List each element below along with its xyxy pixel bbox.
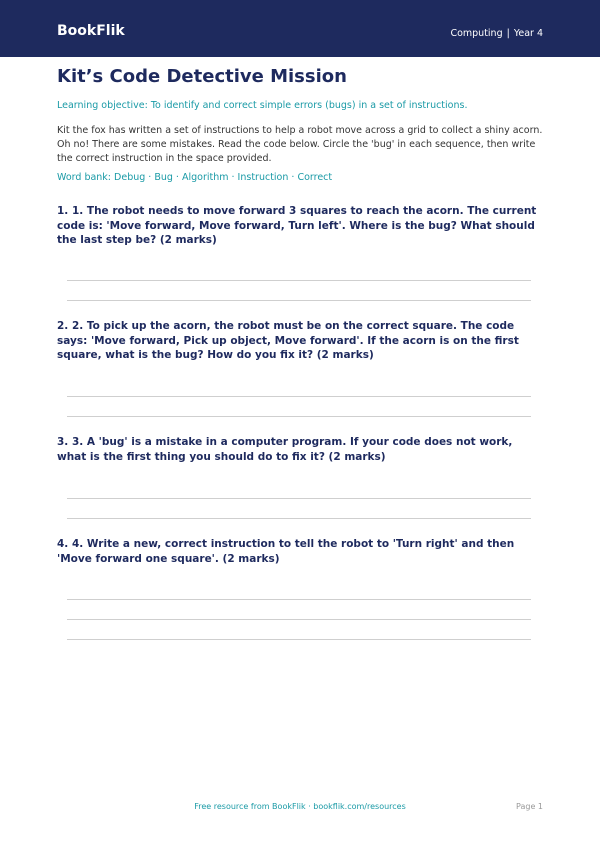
subject-label: Computing xyxy=(450,28,503,39)
header-separator: | xyxy=(506,28,510,39)
answer-line[interactable] xyxy=(67,280,531,281)
footer-link[interactable]: Free resource from BookFlik · bookflik.com/resources xyxy=(194,802,406,811)
answer-line[interactable] xyxy=(67,498,531,499)
question-1: 1. 1. The robot needs to move forward 3 squares to reach the acorn. The current code is: 'Move forward, Move forward, Turn left'. Where is the bug? What should the last step be? (2 marks) xyxy=(57,205,537,246)
header-meta xyxy=(450,28,543,39)
answer-line[interactable] xyxy=(67,518,531,519)
answer-line[interactable] xyxy=(67,639,531,640)
learning-objective: Learning objective: To identify and correct simple errors (bugs) in a set of instructions. xyxy=(57,100,468,111)
answer-line[interactable] xyxy=(67,599,531,600)
word-bank: Word bank: Debug · Bug · Algorithm · Instruction · Correct xyxy=(57,172,333,183)
year-label: Year 4 xyxy=(513,28,543,39)
question-4: 4. 4. Write a new, correct instruction to tell the robot to 'Turn right' and then 'Move forward one square'. (2 marks) xyxy=(57,538,515,565)
answer-line[interactable] xyxy=(67,396,531,397)
answer-line[interactable] xyxy=(67,300,531,301)
answer-line[interactable] xyxy=(67,619,531,620)
brand-logo[interactable]: BookFlik xyxy=(57,23,125,39)
page-title: Kit’s Code Detective Mission xyxy=(57,66,347,87)
question-3: 3. 3. A 'bug' is a mistake in a computer program. If your code does not work, what is the first thing you should do to fix it? (2 marks) xyxy=(57,436,513,463)
page-number: Page 1 xyxy=(516,802,543,811)
answer-line[interactable] xyxy=(67,416,531,417)
header-bar xyxy=(0,0,600,57)
intro-paragraph: Kit the fox has written a set of instructions to help a robot move across a grid to collect a shiny acorn. Oh no! There are some mistakes. Read the code below. Circle the 'bug' in each sequence, then write the correct instruction in the space provided. xyxy=(57,125,543,164)
question-2: 2. 2. To pick up the acorn, the robot must be on the correct square. The code says: 'Move forward, Pick up object, Move forward'. If the acorn is on the first square, what is the bug? How do you fix it? (2 marks) xyxy=(57,320,519,361)
